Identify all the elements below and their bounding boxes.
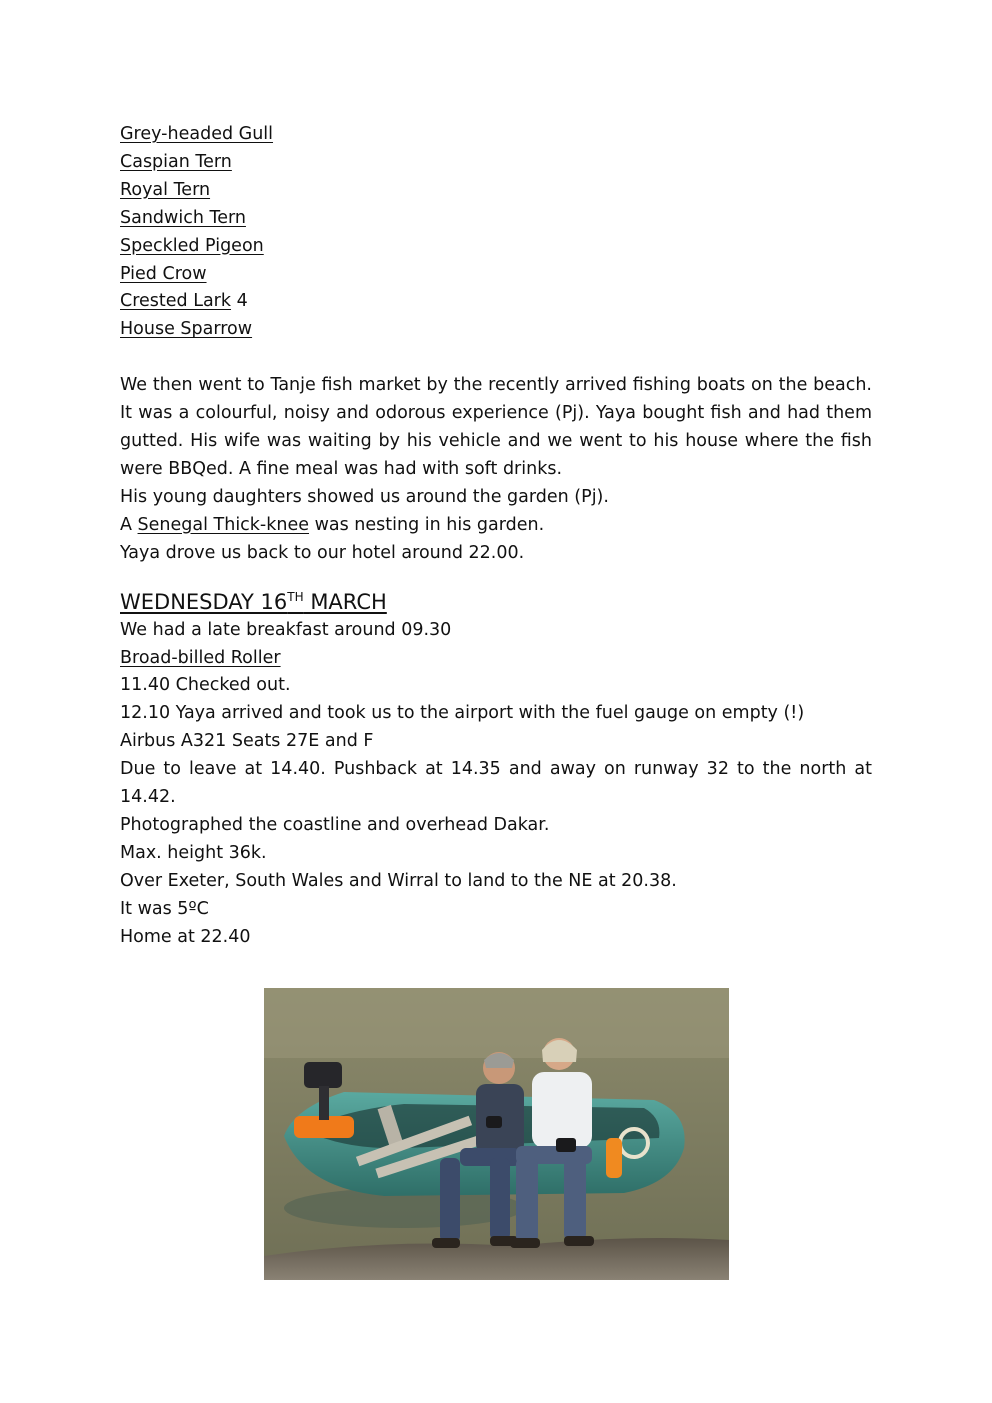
species-list [120,121,880,344]
diary-line: 11.40 Checked out. [120,675,291,696]
hotel-line: Yaya drove us back to our hotel around 22.00. [120,542,525,563]
diary-line: 12.10 Yaya arrived and took us to the airport with the fuel gauge on empty (!) [120,703,805,724]
species-item: Sandwich Tern [120,207,246,228]
species-item: Caspian Tern [120,151,232,172]
thick-knee-line: A Senegal Thick-knee was nesting in his garden. [120,514,545,535]
boat-photo [264,988,729,1280]
diary-line: Over Exeter, South Wales and Wirral to land to the NE at 20.38. [120,870,677,891]
diary-line: Photographed the coastline and overhead Dakar. [120,814,550,835]
thick-knee-species: Senegal Thick-knee [137,514,310,535]
species-item: Grey-headed Gull [120,124,274,144]
fish-market-paragraph: We then went to Tanje fish market by the recently arrived fishing boats on the beach. It was a colourful, noisy and odorous experience (Pj). Yaya bought fish and had them gutted. His wife was waiting by his vehicle and we went to his house where the fish were BBQed. A fine meal was had with soft drinks. [120,375,872,479]
diary-line: Max. height 36k. [120,842,267,863]
species-item: Pied Crow [120,263,207,284]
species-item: House Sparrow [120,319,253,340]
species-item: Speckled Pigeon [120,235,264,256]
diary-line: Due to leave at 14.40. Pushback at 14.35 and away on runway 32 to the north at 14.42. [120,759,872,808]
document-body [120,121,880,951]
breakfast-line: We had a late breakfast around 09.30 [120,619,452,640]
daughters-line: His young daughters showed us around the garden (Pj). [120,486,609,507]
species-item: Royal Tern [120,179,211,200]
diary-line: Home at 22.40 [120,926,251,947]
day-heading: WEDNESDAY 16TH MARCH [120,589,387,614]
roller-species: Broad-billed Roller [120,647,281,668]
diary-line: It was 5ºC [120,898,209,919]
species-item: Crested Lark 4 [120,291,248,312]
diary-line: Airbus A321 Seats 27E and F [120,731,374,752]
